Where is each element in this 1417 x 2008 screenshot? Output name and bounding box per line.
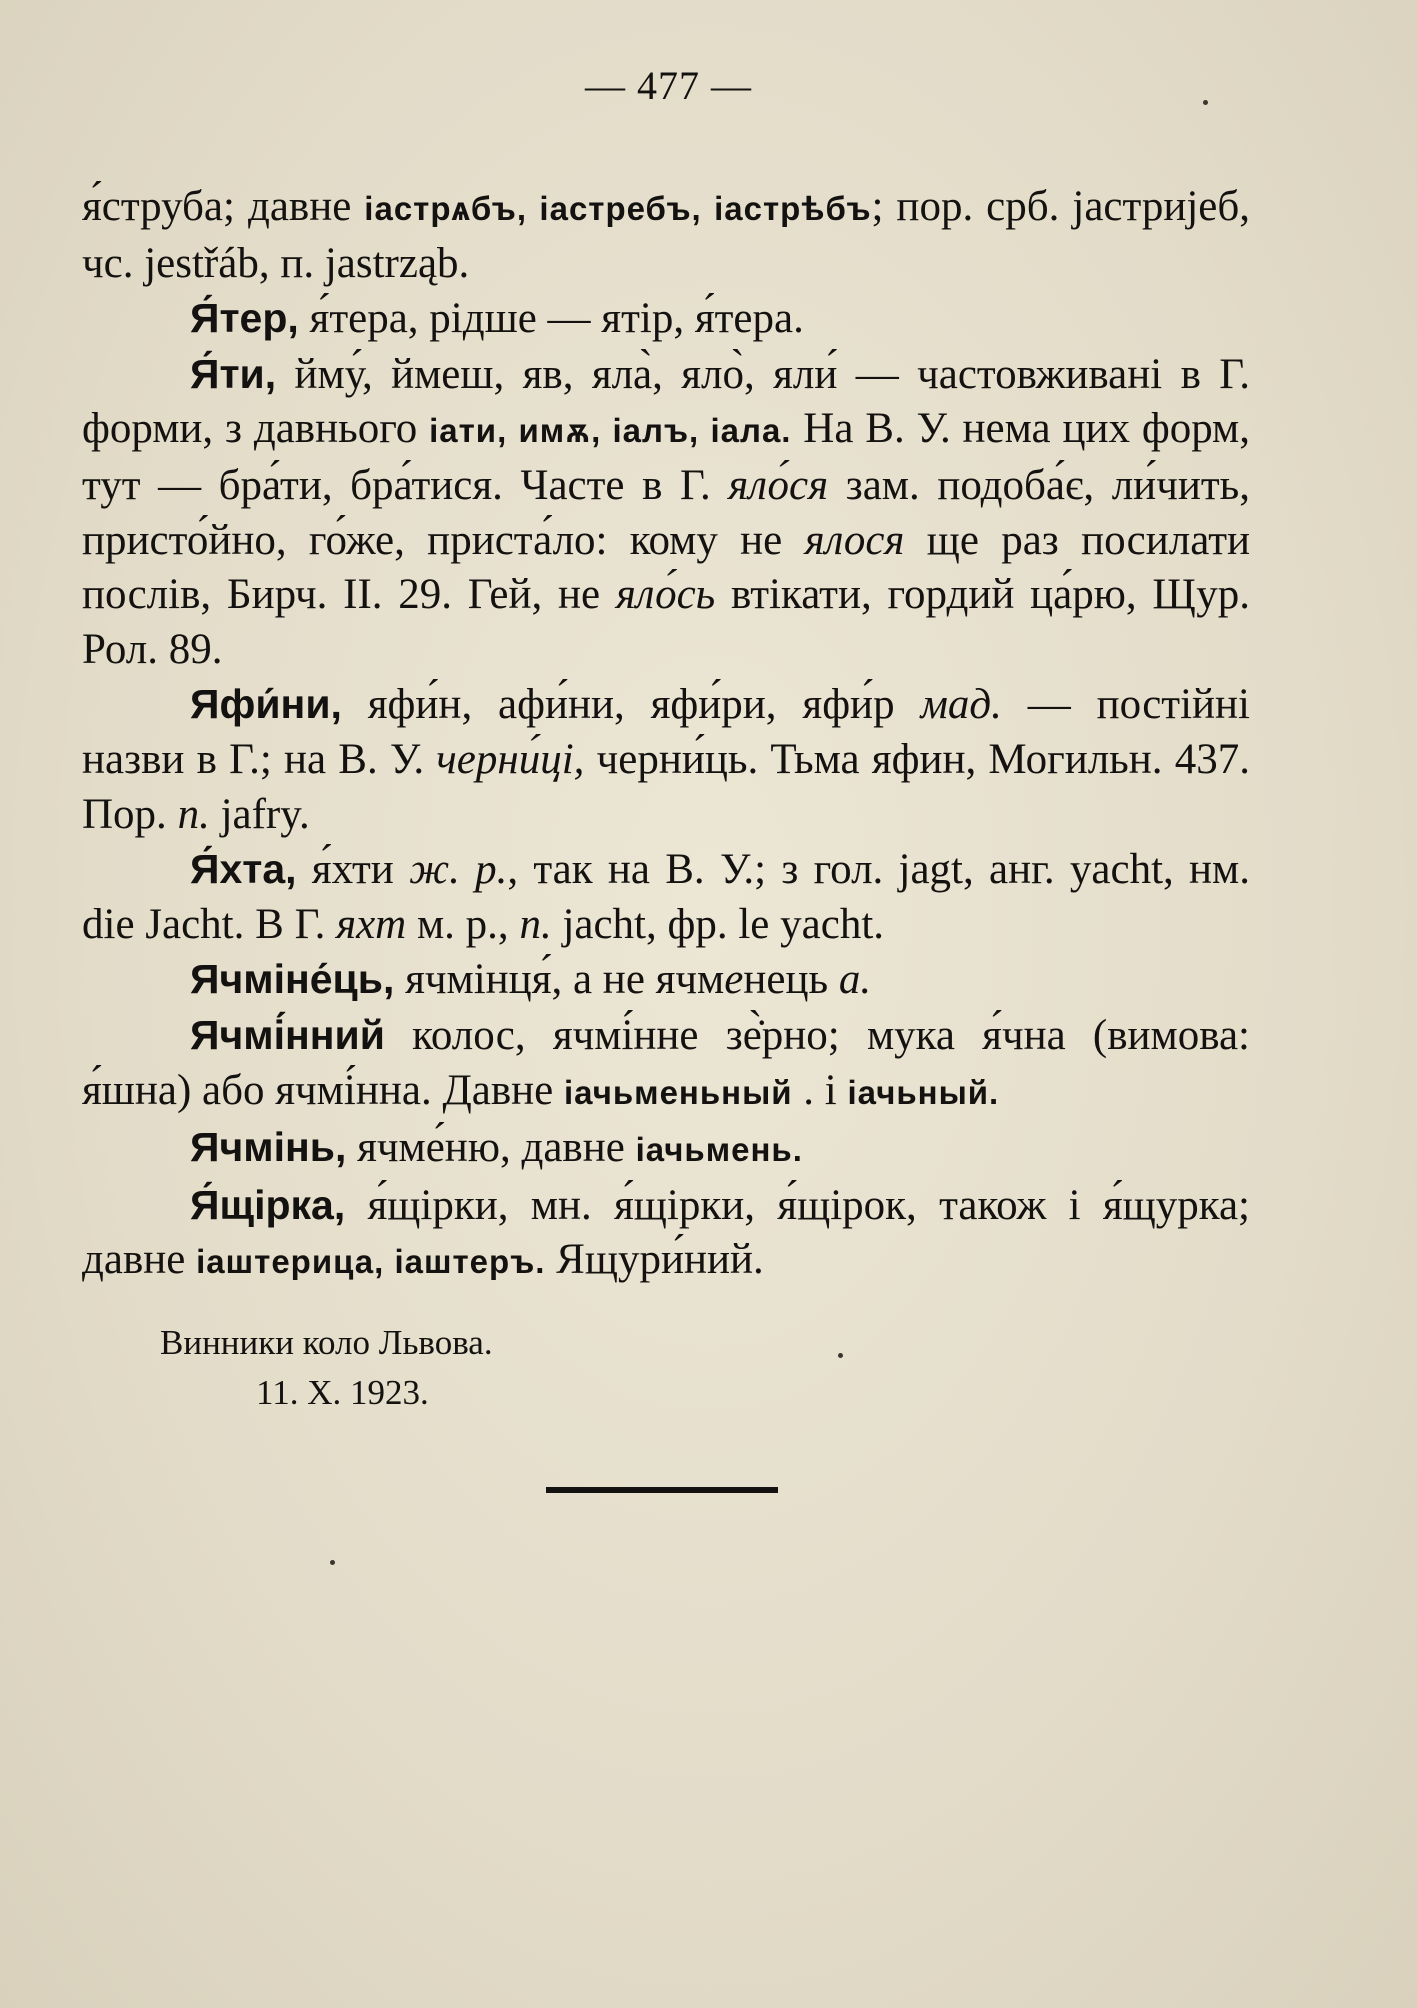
page-number: — 477 —: [585, 63, 752, 108]
headword: Яфи́ни,: [190, 681, 342, 728]
dictionary-text: [82, 180, 1250, 1290]
date-line: 11. X. 1923.: [256, 1373, 429, 1412]
signature-place-date: [160, 1318, 493, 1418]
entry-yachminets: Ячміне́ць, ячмінця́, а не ячменець а.: [190, 956, 872, 1004]
continued-entry: я́струба; давне іастрѧбъ, іастребъ, іастрѣбъ; пор. срб. јастријеб, чс. jestřáb, п. jastrząb.: [82, 183, 1250, 287]
closing-rule: [546, 1487, 778, 1493]
headword: Я́ти,: [190, 350, 277, 397]
speck: [838, 1353, 843, 1358]
place-line: Винники коло Львова.: [160, 1323, 493, 1362]
entry-yaty: Я́ти, йму́, ймеш, яв, яла̀, яло̀, яли́ — частовживані в Г. форми, з давнього іати, имѫ, іалъ, іала. На В. У. нема цих форм, тут — бра́ти, бра́тися. Часте в Г. яло́ся зам. подоба́є, ли́чить, присто́йно, го́же, приста́ло: кому не ялося ще раз посилати послів, Бирч. II. 29. Гей, не яло́сь втікати, гордий ца́рю, Щур. Рол. 89.: [82, 350, 1251, 673]
speck: [1203, 100, 1208, 105]
speck: [330, 1560, 335, 1565]
entry-yafyny: Яфи́ни, яфи́н, афи́ни, яфи́ри, яфи́р мад. — постійні назви в Г.; на В. У. черни́ці, черни́ць. Тьма яфин, Могильн. 437. Пор. п. jafry.: [82, 681, 1250, 838]
headword: Я́хта,: [190, 846, 297, 893]
headword: Ячмі́нний: [190, 1011, 385, 1058]
headword: Ячміне́ць,: [190, 956, 395, 1003]
headword: Я́щірка,: [190, 1181, 346, 1228]
entry-yachminnyi: Ячмі́нний колос, ячмі́нне зе̇̀рно; мука я́чна (вимова: я́шна) або ячмі́нна. Давне іачьменьный . і іачьный.: [82, 1011, 1250, 1114]
entry-yakhta: Я́хта, я́хти ж. р., так на В. У.; з гол. jagt, анг. yacht, нм. die Jacht. В Г. яхт м. р., п. jacht, фр. le yacht.: [82, 846, 1250, 948]
headword: Ячмінь,: [190, 1124, 347, 1171]
headword: Я́тер,: [190, 295, 299, 342]
entry-yashchirka: Я́щірка, я́щірки, мн. я́щірки, я́щірок, також і я́щурка; давне іаштерица, іаштеръ. Ящури́ний.: [82, 1181, 1250, 1284]
entry-yachmin: Ячмінь, ячме́ню, давне іачьмень.: [190, 1124, 803, 1172]
entry-yater: Я́тер, я́тера, рідше — ятір, я́тера.: [190, 295, 804, 343]
